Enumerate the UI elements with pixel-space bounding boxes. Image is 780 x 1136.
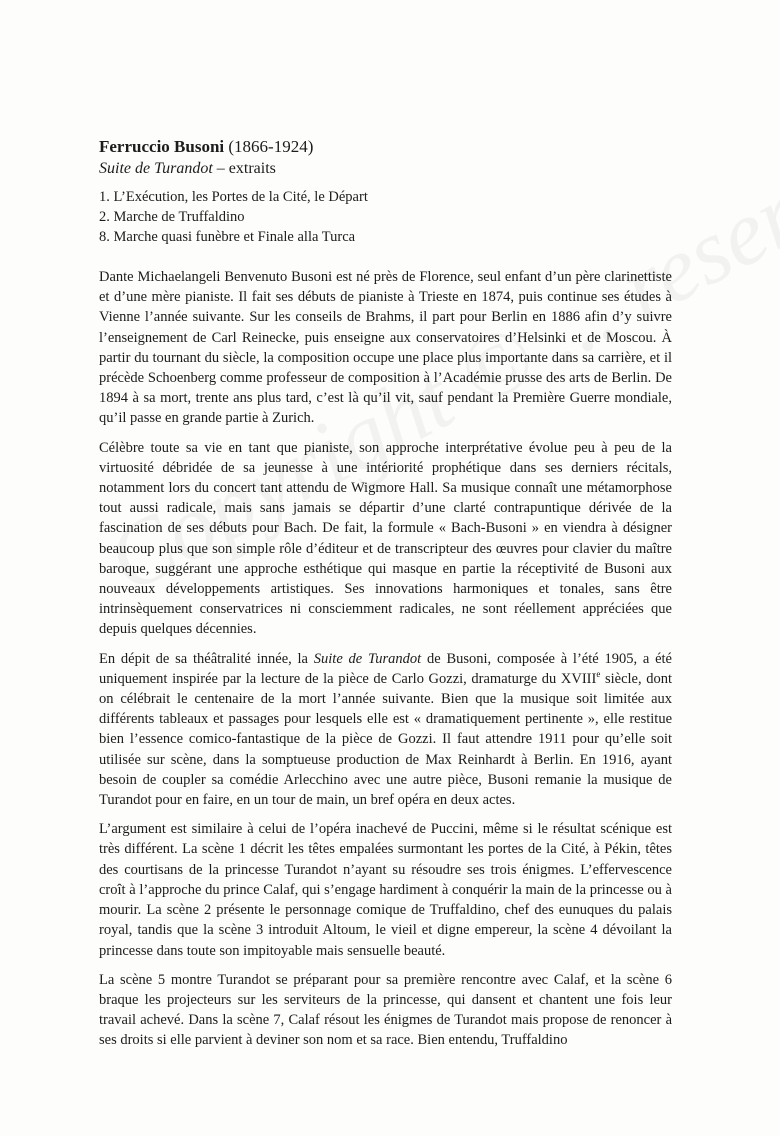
work-title: Suite de Turandot	[99, 160, 213, 177]
work-header	[99, 136, 672, 247]
paragraph-scenes: La scène 5 montre Turandot se préparant pour sa première rencontre avec Calaf, et la scène 6 braque les projecteurs sur les serviteurs de la princesse, qui dansent et chantent une fois leur travail achevé. Dans la scène 7, Calaf résout les énigmes de Turandot mais propose de renoncer à ses droits si elle parvient à deviner son nom et sa race. Bien entendu, Truffaldino	[99, 971, 672, 1049]
composer-dates: (1866-1924)	[228, 137, 314, 156]
paragraph-text: de Busoni, composée à l’été 1905, a été uniquement inspirée par la lecture de la pièce de Carlo Gozzi, dramaturge du XVIII	[99, 650, 672, 687]
paragraph-suite-history	[99, 649, 672, 811]
paragraph-text: En dépit de sa théâtralité innée, la	[99, 650, 314, 667]
track-item: 8. Marche quasi funèbre et Finale alla Turca	[99, 229, 356, 245]
work-line	[99, 158, 672, 179]
composer-line	[99, 136, 672, 158]
composer-name: Ferruccio Busoni	[99, 137, 225, 156]
paragraph-plot: L’argument est similaire à celui de l’opéra inachevé de Puccini, même si le résultat scénique est très différent. La scène 1 décrit les têtes empalées surmontant les portes de la Cité, à Pékin, têtes des courtisans de la princesse Turandot n’ayant su résoudre ses trois énigmes. L’effervescence croît à l’approche du prince Calaf, qui s’engage hardiment à conquérir la main de la princesse ou à mourir. La scène 2 présente le personnage comique de Truffaldino, chef des eunuques du palais royal, tandis que la scène 3 introduit Altoum, le vieil et digne empereur, la scène 4 dévoilant la princesse dans toute son impitoyable mais sensuelle beauté.	[99, 821, 672, 959]
paragraph-biography: Dante Michaelangeli Benvenuto Busoni est né près de Florence, seul enfant d’un père clarinettiste et d’une mère pianiste. Il fait ses débuts de pianiste à Trieste en 1874, puis continue ses études à Vienne l’année suivante. Sur les conseils de Brahms, il part pour Berlin en 1886 afin d’y suivre l’enseignement de Carl Reinecke, puis enseigne aux conservatoires d’Helsinki et de Moscou. À partir du tournant du siècle, la composition occupe une place plus importante dans sa carrière, et il précède Schoenberg comme professeur de composition à l’Académie prusse des arts de Berlin. De 1894 à sa mort, trente ans plus tard, c’est là qu’il vit, sauf pendant la Première Guerre mondiale, qu’il passe en grande partie à Zurich.	[99, 269, 672, 427]
work-title-inline: Suite de Turandot	[313, 650, 422, 667]
superscript: e	[596, 669, 601, 680]
article-body	[99, 136, 672, 1060]
track-item: 2. Marche de Truffaldino	[99, 209, 245, 225]
track-item: 1. L’Exécution, les Portes de la Cité, le Départ	[99, 189, 368, 205]
paragraph-text: siècle, dont on célébrait le centenaire de la mort l’année suivante. Bien que la musique soit limitée aux différents tableaux et passages pour lesquels elle est « dramatiquement pertinente », elle restitue bien l’essence comico-fantastique de la pièce de Gozzi. Il faut attendre 1911 pour qu’elle soit utilisée sur scène, dans la somptueuse production de Max Reinhardt à Berlin. En 1916, ayant besoin de coupler sa comédie Arlecchino avec une autre pièce, Busoni remanie la musique de Turandot pour en faire, en un tour de main, un bref opéra en deux actes.	[99, 670, 672, 809]
work-suffix: – extraits	[212, 160, 276, 177]
paragraph-pianist: Célèbre toute sa vie en tant que pianiste, son approche interprétative évolue peu à peu de la virtuosité débridée de sa jeunesse à une intériorité prophétique dans ses derniers récitals, notamment lors du concert tant attendu de Wigmore Hall. Sa musique connaît une métamorphose tout aussi radicale, mais sans jamais se départir d’une clarté contrapuntique dérivée de la fascination de ses débuts pour Bach. De fait, la formule « Bach-Busoni » en viendra à désigner beaucoup plus que son simple rôle d’éditeur et de transcripteur des œuvres pour clavier du maître baroque, suggérant une approche esthétique qui masque en partie la réceptivité de Busoni aux nouveaux développements artistiques. Ses innovations harmoniques et tonales, sans être intrinsèquement conservatrices ni consciemment radicales, ne sont réellement appréciées que depuis quelques décennies.	[99, 439, 672, 638]
track-list	[99, 187, 672, 247]
